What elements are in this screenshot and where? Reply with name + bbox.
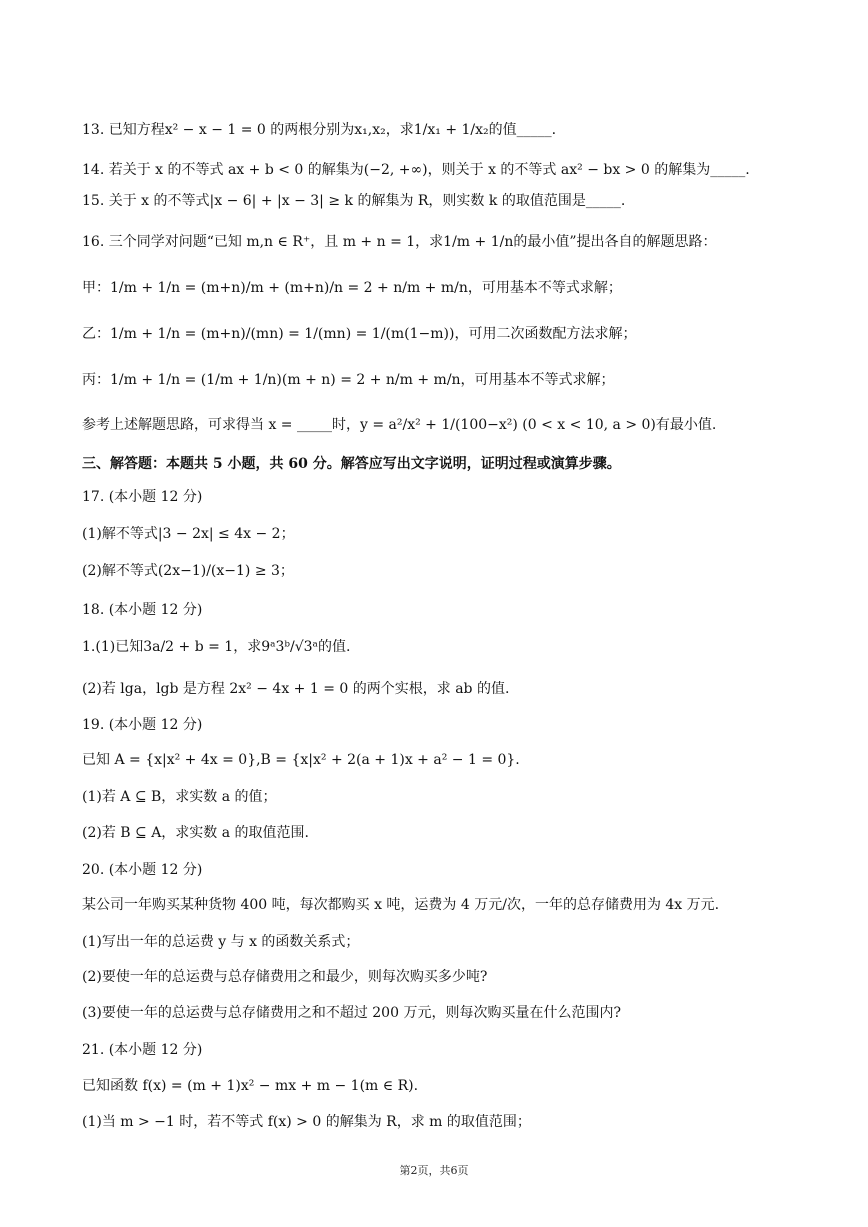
text-line: (1)解不等式|3 − 2x| ≤ 4x − 2； (82, 526, 295, 542)
text-line: 14. 若关于 x 的不等式 ax + b < 0 的解集为(−2, +∞)，则关于 x 的不等式 ax² − bx > 0 的解集为_____. (82, 162, 750, 178)
text-line: 某公司一年购买某种货物 400 吨，每次都购买 x 吨，运费为 4 万元/次，一年的总存储费用为 4x 万元. (82, 897, 720, 913)
section-heading: 三、解答题：本题共 5 小题，共 60 分。解答应写出文字说明，证明过程或演算步骤。 (82, 456, 621, 472)
text-line: 1.(1)已知3a/2 + b = 1，求9ᵃ3ᵇ/√3ᵃ的值. (82, 639, 351, 655)
text-line: 13. 已知方程x² − x − 1 = 0 的两根分别为x₁,x₂，求1/x₁ + 1/x₂的值_____. (82, 122, 557, 138)
text-line: 15. 关于 x 的不等式|x − 6| + |x − 3| ≥ k 的解集为 R，则实数 k 的取值范围是_____. (82, 193, 626, 209)
text-line: 已知 A = {x|x² + 4x = 0},B = {x|x² + 2(a + 1)x + a² − 1 = 0}. (82, 752, 520, 768)
text-line: 参考上述解题思路，可求得当 x = _____时，y = a²/x² + 1/(100−x²) (0 < x < 10, a > 0)有最小值. (82, 417, 717, 433)
text-line: 乙：1/m + 1/n = (m+n)/(mn) = 1/(mn) = 1/(m(1−m))，可用二次函数配方法求解； (82, 326, 637, 342)
text-line: 19. (本小题 12 分) (82, 717, 203, 733)
text-line: 丙：1/m + 1/n = (1/m + 1/n)(m + n) = 2 + n/m + m/n，可用基本不等式求解； (82, 372, 615, 388)
text-line: (1)当 m > −1 时，若不等式 f(x) > 0 的解集为 R，求 m 的取值范围； (82, 1114, 531, 1130)
text-line: 20. (本小题 12 分) (82, 862, 203, 878)
text-line: (2)解不等式(2x−1)/(x−1) ≥ 3； (82, 563, 294, 579)
text-line: 18. (本小题 12 分) (82, 602, 203, 618)
page-footer: 第2页，共6页 (399, 1164, 469, 1177)
text-line: (3)要使一年的总运费与总存储费用之和不超过 200 万元，则每次购买量在什么范围内? (82, 1005, 621, 1021)
text-line: (2)若 B ⊆ A，求实数 a 的取值范围. (82, 825, 310, 841)
text-line: (1)若 A ⊆ B，求实数 a 的值； (82, 789, 277, 805)
text-line: (1)写出一年的总运费 y 与 x 的函数关系式； (82, 934, 360, 950)
text-line: 17. (本小题 12 分) (82, 489, 203, 505)
text-line: 已知函数 f(x) = (m + 1)x² − mx + m − 1(m ∈ R). (82, 1078, 419, 1094)
text-line: 16. 三个同学对问题“已知 m,n ∈ R⁺，且 m + n = 1，求1/m + 1/n的最小值”提出各自的解题思路： (82, 234, 717, 250)
text-line: 21. (本小题 12 分) (82, 1042, 203, 1058)
text-line: 甲：1/m + 1/n = (m+n)/m + (m+n)/n = 2 + n/m + m/n，可用基本不等式求解； (82, 280, 622, 296)
text-line: (2)要使一年的总运费与总存储费用之和最少，则每次购买多少吨? (82, 969, 488, 985)
text-line: (2)若 lga，lgb 是方程 2x² − 4x + 1 = 0 的两个实根，求 ab 的值. (82, 681, 510, 697)
